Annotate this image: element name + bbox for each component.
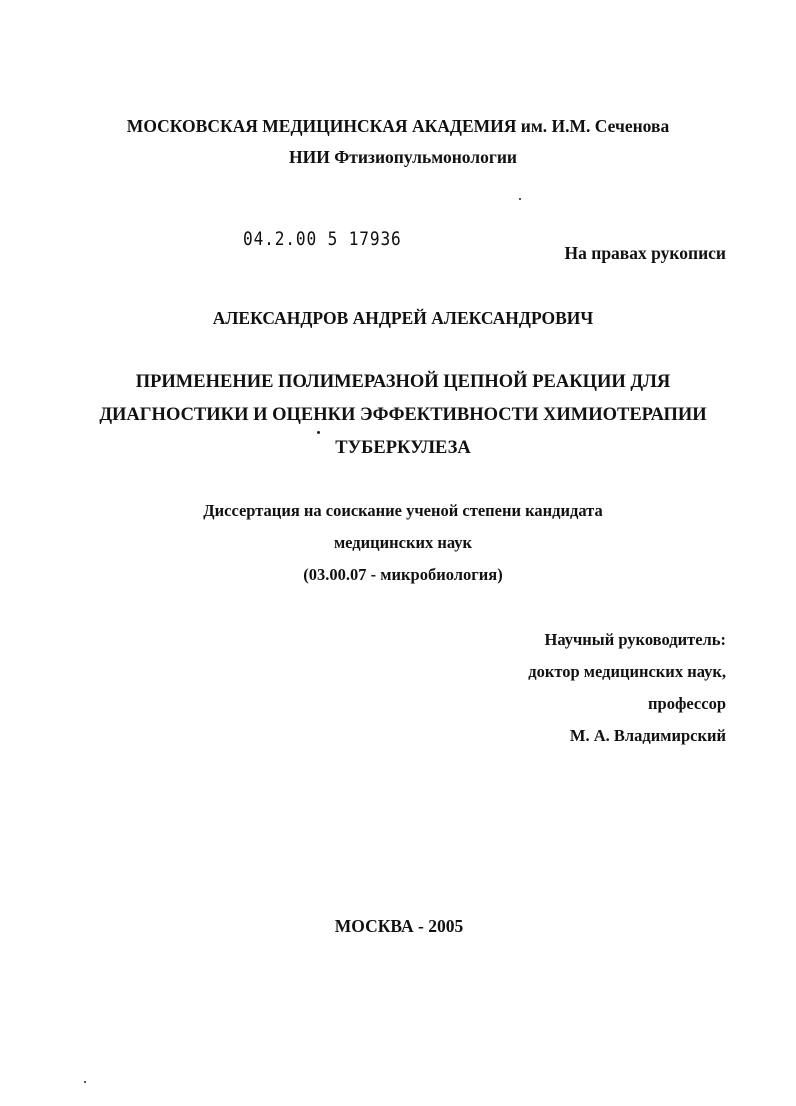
dissertation-line-2: медицинских наук <box>333 533 473 552</box>
city-year-footer: МОСКВА - 2005 <box>334 916 464 936</box>
title-line-2: ДИАГНОСТИКИ И ОЦЕНКИ ЭФФЕКТИВНОСТИ ХИМИОТЕРАПИИ <box>99 405 707 425</box>
scan-speck <box>317 431 320 434</box>
scan-speck <box>84 1081 86 1083</box>
author-name: АЛЕКСАНДРОВ АНДРЕЙ АЛЕКСАНДРОВИЧ <box>212 308 594 328</box>
scan-speck <box>519 198 521 200</box>
institution-name: МОСКОВСКАЯ МЕДИЦИНСКАЯ АКАДЕМИЯ им. И.М. Сеченова <box>126 116 670 136</box>
dissertation-line-3: (03.00.07 - микробиология) <box>303 565 503 584</box>
institute-name: НИИ Фтизиопульмонологии <box>289 147 517 167</box>
registration-stamp-number: 04.2.00 5 17936 <box>243 228 402 250</box>
supervisor-name: М. А. Владимирский <box>569 726 726 745</box>
supervisor-label: Научный руководитель: <box>544 630 726 649</box>
supervisor-rank: профессор <box>648 694 726 713</box>
title-line-1: ПРИМЕНЕНИЕ ПОЛИМЕРАЗНОЙ ЦЕПНОЙ РЕАКЦИИ ДЛЯ <box>135 372 671 392</box>
dissertation-line-1: Диссертация на соискание ученой степени кандидата <box>203 501 603 520</box>
manuscript-rights-note: На правах рукописи <box>564 243 726 263</box>
supervisor-degree: доктор медицинских наук, <box>528 662 726 681</box>
title-line-3: ТУБЕРКУЛЕЗА <box>335 438 471 458</box>
